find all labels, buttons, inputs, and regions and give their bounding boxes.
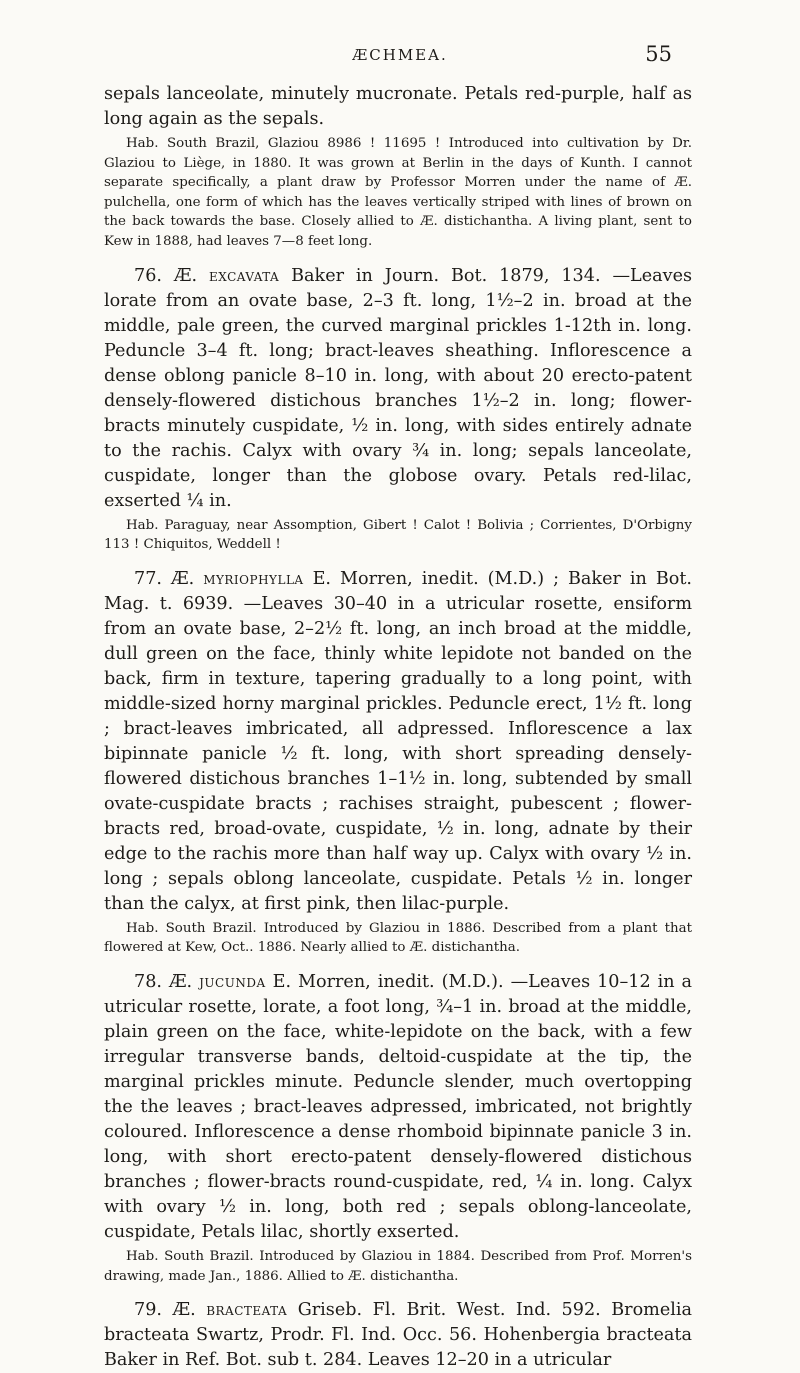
- species-entry-79: [104, 1298, 692, 1373]
- spacer: [104, 555, 692, 567]
- species-name: myriophylla: [203, 568, 304, 589]
- authority: E. Morren, inedit. (M.D.).: [272, 971, 504, 992]
- continued-text: sepals lanceolate, minutely mucronate. Petals red-purple, half as long again as the sepals.: [104, 84, 692, 129]
- running-title: ÆCHMEA.: [352, 46, 448, 64]
- running-head: [0, 40, 800, 70]
- spacer: [104, 1286, 692, 1298]
- description: —Leaves lorate from an ovate base, 2–3 ft. long, 1½–2 in. broad at the middle, pale green, the curved marginal prickles 1-12th in. long. Peduncle 3–4 ft. long; bract-leaves sheathing. Inflorescence a dense oblong panicle 8–10 in. long, with about 20 erecto-patent densely-flowered distichous branches 1½–2 in. long; flower-bracts minutely cuspidate, ½ in. long, with sides entirely adnate to the rachis. Calyx with ovary ¾ in. long; sepals lanceolate, cuspidate, longer than the globose ovary. Petals red-lilac, exserted ¼ in.: [104, 265, 693, 511]
- authority: E. Morren, inedit. (M.D.) ; Baker in Bot. Mag. t. 6939.: [104, 568, 693, 614]
- species-name: excavata: [209, 265, 280, 286]
- spacer: [104, 958, 692, 970]
- species-entry-76: [104, 264, 692, 514]
- habitat-note: Hab. South Brazil. Introduced by Glaziou in 1884. Described from Prof. Morren's drawing, made Jan., 1886. Allied to Æ. distichantha.: [104, 1248, 692, 1284]
- entry-number: 77. Æ.: [134, 568, 195, 589]
- authority: Baker in Journ. Bot. 1879, 134.: [291, 265, 601, 286]
- description: —Leaves 30–40 in a utricular rosette, ensiform from an ovate base, 2–2½ ft. long, an inch broad at the middle, dull green on the face, thinly white lepidote not banded on the back, firm in texture, tapering gradually to a long point, with middle-sized horny marginal prickles. Peduncle erect, 1½ ft. long ; bract-leaves imbricated, all adpressed. Inflorescence a lax bipinnate panicle ½ ft. long, with short spreading densely-flowered distichous branches 1–1½ in. long, subtended by small ovate-cuspidate bracts ; rachises straight, pubescent ; flower-bracts red, broad-ovate, cuspidate, ½ in. long, adnate by their edge to the rachis more than half way up. Calyx with ovary ½ in. long ; sepals oblong lanceolate, cuspidate. Petals ½ in. longer than the calyx, at first pink, then lilac-purple.: [104, 593, 693, 914]
- page-body: [104, 82, 692, 1373]
- habitat-note: Hab. South Brazil, Glaziou 8986 ! 11695 ! Introduced into cultivation by Dr. Glaziou to Liège, in 1880. It was grown at Berlin in the days of Kunth. I cannot separate specifically, a plant draw by Professor Morren under the name of Æ. pulchella, one form of which has the leaves vertically striped with lines of brown on the back towards the base. Closely allied to Æ. distichantha. A living plant, sent to Kew in 1888, had leaves 7—8 feet long.: [104, 136, 692, 249]
- description: Bromelia bracteata Swartz, Prodr. Fl. Ind. Occ. 56. Hohenbergia bracteata Baker in Ref. Bot. sub t. 284. Leaves 12–20 in a utricular: [104, 1300, 693, 1371]
- spacer: [104, 252, 692, 264]
- authority: Griseb. Fl. Brit. West. Ind. 592.: [297, 1300, 601, 1321]
- entry-number: 76. Æ.: [134, 265, 198, 286]
- species-name: bracteata: [206, 1300, 288, 1321]
- species-name: jucunda: [199, 971, 266, 992]
- species-entry-78: [104, 970, 692, 1245]
- habitat-note: Hab. Paraguay, near Assomption, Gibert ! Calot ! Bolivia ; Corrientes, D'Orbigny 113 ! Chiquitos, Weddell !: [104, 517, 692, 553]
- page-number: 55: [645, 42, 672, 66]
- habitat-note: Hab. South Brazil. Introduced by Glaziou in 1886. Described from a plant that flowered at Kew, Oct.. 1886. Nearly allied to Æ. distichantha.: [104, 920, 692, 956]
- description: —Leaves 10–12 in a utricular rosette, lorate, a foot long, ¾–1 in. broad at the middle, plain green on the face, white-lepidote on the back, with a few irregular transverse bands, deltoid-cuspidate at the tip, the marginal prickles minute. Peduncle slender, much overtopping the the leaves ; bract-leaves adpressed, imbricated, not brightly coloured. Inflorescence a dense rhomboid bipinnate panicle 3 in. long, with short erecto-patent densely-flowered distichous branches ; flower-bracts round-cuspidate, red, ¼ in. long. Calyx with ovary ½ in. long, both red ; sepals oblong-lanceolate, cuspidate, Petals lilac, shortly exserted.: [104, 971, 693, 1242]
- species-entry-77: [104, 567, 692, 917]
- entry-number: 79. Æ.: [134, 1300, 196, 1321]
- entry-number: 78. Æ.: [134, 971, 193, 992]
